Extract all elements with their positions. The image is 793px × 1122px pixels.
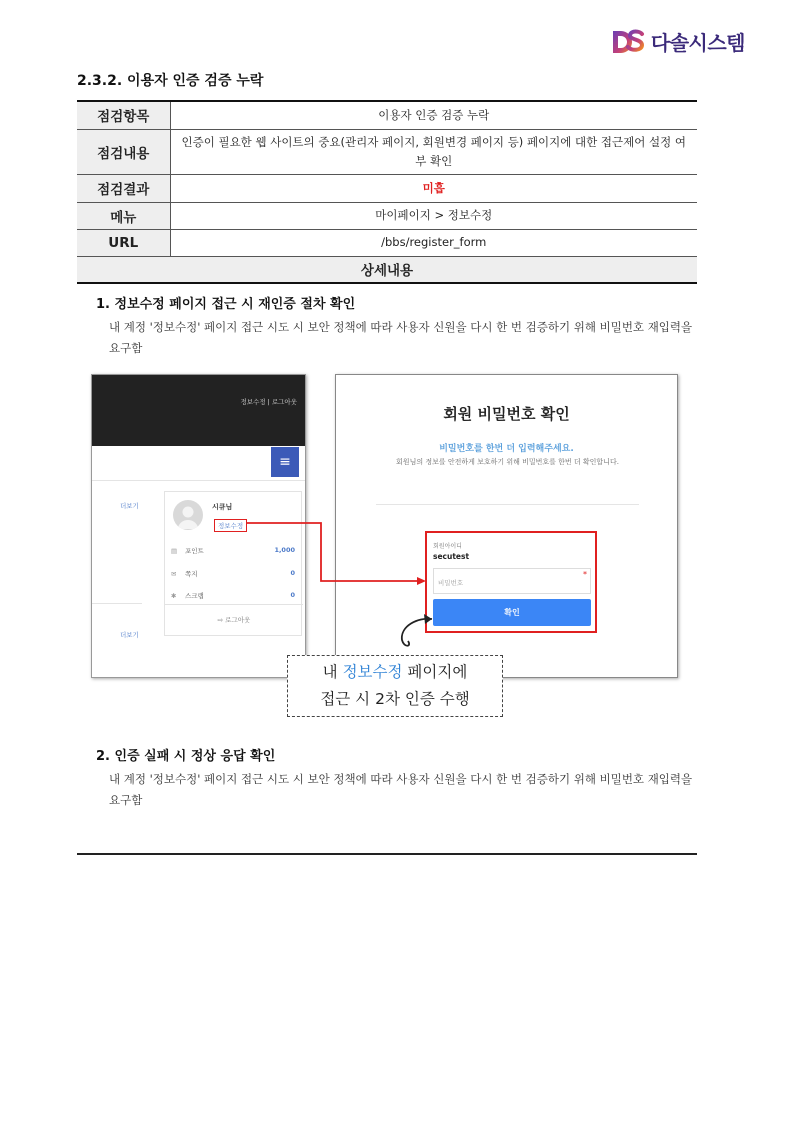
detail-header: 상세내용 xyxy=(77,256,697,283)
password-form-highlight xyxy=(425,531,597,633)
row-value: 이용자 인증 검증 누락 xyxy=(170,101,697,129)
company-logo xyxy=(611,27,745,56)
table-row xyxy=(77,101,697,129)
logout-button[interactable]: ⇨ 로그아웃 xyxy=(217,616,251,624)
row-label: 점검내용 xyxy=(77,129,170,174)
username: 시큐님 xyxy=(212,503,233,511)
section-title: 2.3.2. 이용자 인증 검증 누락 xyxy=(77,73,264,89)
step-2-title: 2. 인증 실패 시 정상 응답 확인 xyxy=(96,749,276,764)
stat-label: 쪽지 xyxy=(185,570,198,578)
callout-highlight: 정보수정 xyxy=(342,663,403,681)
mail-icon: ✉ xyxy=(171,570,177,578)
divider xyxy=(376,504,639,505)
more-link[interactable]: 더보기 xyxy=(120,502,139,510)
password-input[interactable] xyxy=(433,568,591,594)
password-check-description: 회원님의 정보를 안전하게 보호하기 위해 비밀번호를 한번 더 확인합니다. xyxy=(396,458,619,466)
detail-header-row xyxy=(77,256,697,283)
callout-line-2: 접근 시 2차 인증 수행 xyxy=(320,690,470,708)
password-check-title: 회원 비밀번호 확인 xyxy=(443,405,570,423)
divider xyxy=(92,603,142,604)
bottom-rule xyxy=(77,853,697,855)
callout-line-1 xyxy=(288,659,502,686)
member-id-value: secutest xyxy=(433,552,470,561)
table-row xyxy=(77,129,697,174)
row-value: /bbs/register_form xyxy=(170,229,697,256)
password-placeholder: 비밀번호 xyxy=(438,579,464,587)
callout-box xyxy=(287,655,503,717)
required-mark: * xyxy=(583,570,587,579)
stat-points[interactable] xyxy=(171,546,295,555)
more-link[interactable]: 더보기 xyxy=(120,631,139,639)
row-value: 인증이 필요한 웹 사이트의 중요(관리자 페이지, 회원변경 페이지 등) 페이지에 대한 접근제어 설정 여부 확인 xyxy=(170,129,697,174)
confirm-button[interactable]: 확인 xyxy=(433,599,591,626)
pin-icon: ✱ xyxy=(171,592,177,600)
row-label: 메뉴 xyxy=(77,202,170,229)
mypage-screenshot xyxy=(91,374,306,678)
table-row xyxy=(77,229,697,256)
step-1-title: 1. 정보수정 페이지 접근 시 재인증 절차 확인 xyxy=(96,297,356,312)
divider xyxy=(92,480,306,481)
row-label: 점검항목 xyxy=(77,101,170,129)
row-value: 마이페이지 > 정보수정 xyxy=(170,202,697,229)
stat-label: 스크랩 xyxy=(185,592,204,600)
table-row xyxy=(77,174,697,202)
stat-value: 1,000 xyxy=(274,546,295,554)
stat-value: 0 xyxy=(290,569,295,577)
top-links[interactable]: 정보수정 | 로그아웃 xyxy=(240,398,297,406)
stat-memo[interactable] xyxy=(171,569,295,578)
row-label: URL xyxy=(77,229,170,256)
password-check-screenshot xyxy=(335,374,678,678)
member-id-label: 회원아이디 xyxy=(433,543,462,550)
stat-label: 포인트 xyxy=(185,547,204,555)
step-2-description: 내 계정 '정보수정' 페이지 접근 시도 시 보안 정책에 따라 사용자 신원을 다시 한 번 검증하기 위해 비밀번호 재입력을 요구함 xyxy=(109,772,693,807)
stat-scrap[interactable] xyxy=(171,591,295,600)
ds-logo-icon xyxy=(611,28,645,56)
edit-profile-link[interactable]: 정보수정 xyxy=(214,519,247,532)
points-icon: ▤ xyxy=(171,547,178,555)
callout-text: 내 xyxy=(322,663,343,681)
inspection-table xyxy=(77,100,697,284)
profile-card xyxy=(164,491,302,636)
row-label: 점검결과 xyxy=(77,174,170,202)
callout-text: 페이지에 xyxy=(402,663,468,681)
stat-value: 0 xyxy=(290,591,295,599)
password-check-subtitle: 비밀번호를 한번 더 입력해주세요. xyxy=(439,444,574,454)
step-1-description: 내 계정 '정보수정' 페이지 접근 시도 시 보안 정책에 따라 사용자 신원을 다시 한 번 검증하기 위해 비밀번호 재입력을 요구함 xyxy=(109,320,693,355)
result-value: 미흡 xyxy=(170,174,697,202)
user-icon xyxy=(173,500,203,530)
table-row xyxy=(77,202,697,229)
avatar xyxy=(173,500,203,530)
logo-text: 다솔시스템 xyxy=(650,31,745,55)
hamburger-menu-button[interactable]: ≡ xyxy=(271,447,299,477)
divider xyxy=(165,604,303,605)
site-header-bar xyxy=(92,375,305,446)
